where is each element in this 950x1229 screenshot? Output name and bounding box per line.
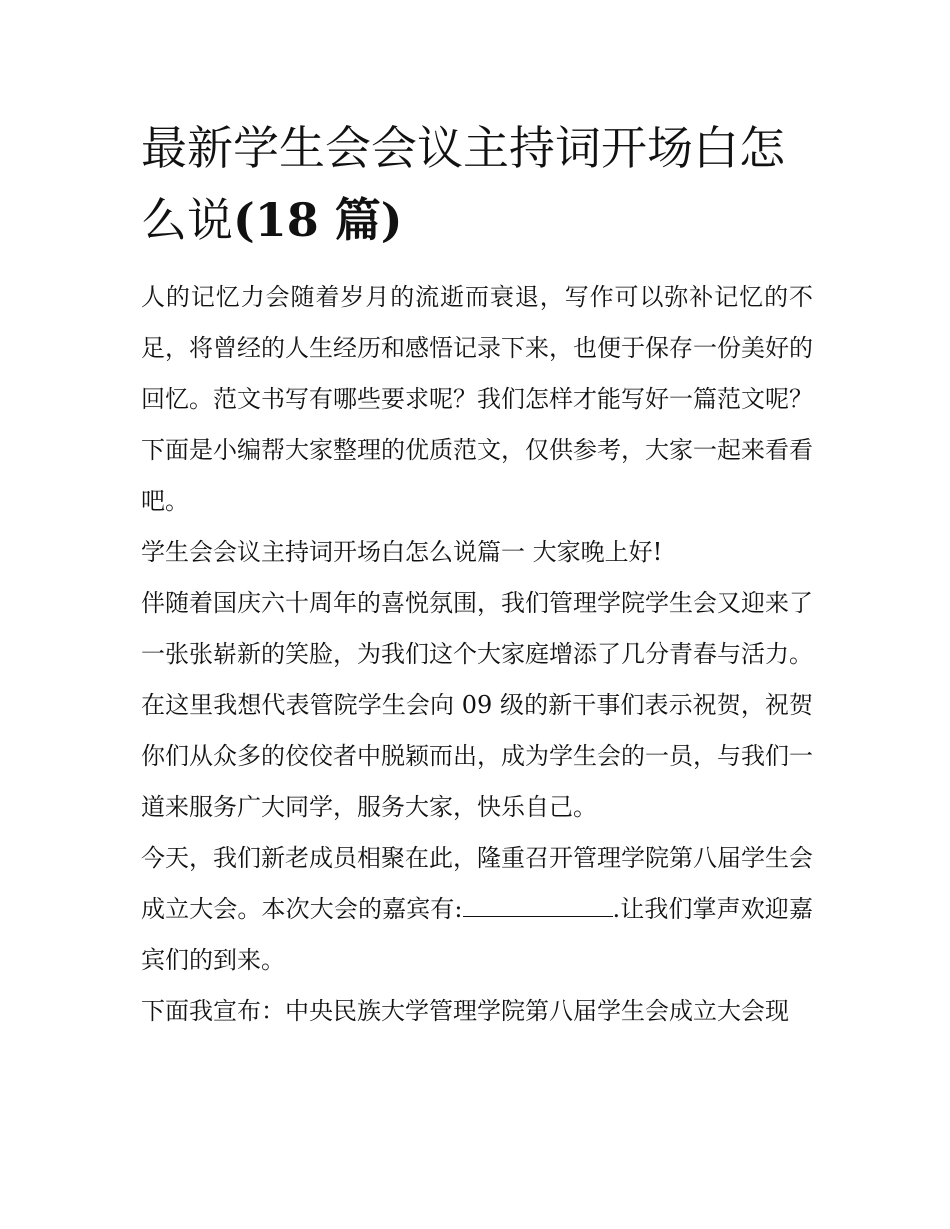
title-count: (18 篇) [233, 193, 403, 247]
document-page [141, 112, 813, 1037]
body-paragraph: 伴随着国庆六十周年的喜悦氛围，我们管理学院学生会又迎来了一张张崭新的笑脸，为我们这个大家庭增添了几分青春与活力。 [141, 589, 813, 668]
intro-paragraph: 人的记忆力会随着岁月的流逝而衰退，写作可以弥补记忆的不足，将曾经的人生经历和感悟记录下来，也便于保存一份美好的回忆。范文书写有哪些要求呢？我们怎样才能写好一篇范文呢？下面是小编帮大家整理的优质范文，仅供参考，大家一起来看看吧。 [141, 283, 813, 515]
guest-paragraph [141, 833, 813, 986]
body-paragraph-last: 下面我宣布：中央民族大学管理学院第八届学生会成立大会现 [141, 997, 789, 1025]
document-title [141, 112, 813, 256]
body-paragraph: 在这里我想代表管院学生会向 09 级的新干事们表示祝贺，祝贺你们从众多的佼佼者中脱颖而出，成为学生会的一员，与我们一道来服务广大同学，服务大家，快乐自己。 [141, 691, 813, 821]
section-heading: 学生会会议主持词开场白怎么说篇一 大家晚上好! [141, 538, 663, 566]
title-text: 最新学生会会议主持词开场白怎么说 [141, 121, 785, 247]
guest-blank-line [463, 896, 613, 917]
guest-text-after: .让我们掌声欢迎嘉宾们的到来。 [141, 895, 813, 974]
guest-text-before: 今天，我们新老成员相聚在此，隆重召开管理学院第八届学生会成立大会。本次大会的嘉宾有: [141, 844, 813, 923]
